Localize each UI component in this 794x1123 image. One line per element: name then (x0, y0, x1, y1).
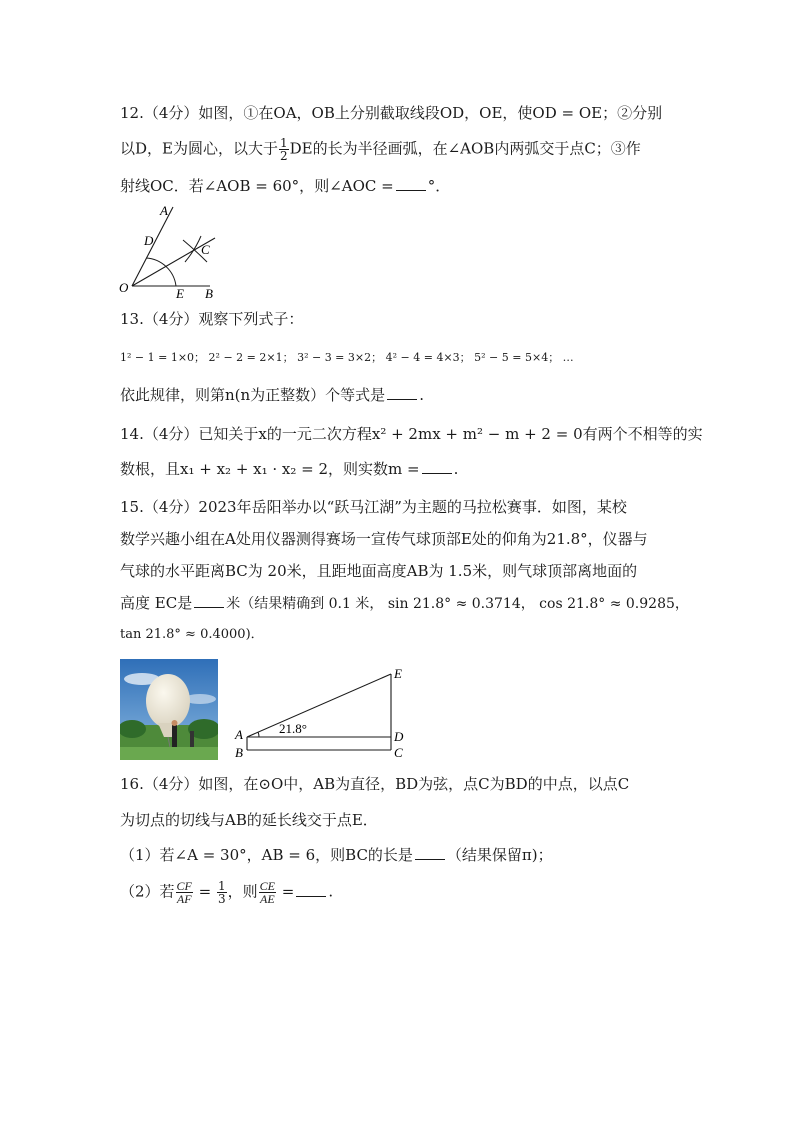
q15-line-4 (120, 593, 689, 614)
q15-line-1: 15.（4分）2023年岳阳举办以“跃马江湖”为主题的马拉松赛事．如图，某校 (120, 498, 627, 516)
arc-de (146, 258, 176, 286)
q13-line-1: 13.（4分）观察下列式子： (120, 310, 304, 328)
q14-answer-blank[interactable] (422, 459, 452, 474)
frac-ce: CE (259, 879, 275, 893)
q16-equals: = (193, 882, 216, 901)
q12-line-3-a: 射线OC．若∠AOB = 60°，则∠AOC = (120, 177, 394, 195)
q15-line-5: tan 21.8° ≈ 0.4000)． (120, 627, 264, 642)
q15-answer-blank[interactable] (194, 593, 224, 608)
angle-arc (258, 732, 259, 737)
q15-line-2: 数学兴趣小组在A处用仪器测得赛场一宣传气球顶部E处的仰角为21.8°，仪器与 (120, 530, 648, 548)
q16-frac-1-3 (217, 880, 227, 905)
label-c: C (201, 242, 210, 257)
line-ae (247, 674, 391, 737)
label-d: D (144, 233, 154, 248)
balloon-photo (120, 659, 218, 760)
frac-cf: CF (176, 879, 192, 893)
q16-sub-1-b: （结果保留π)； (446, 846, 553, 864)
q12-line-2-b: DE的长为半径画弧，在∠AOB内两弧交于点C；③作 (289, 139, 641, 158)
q16-line-2: 为切点的切线与AB的延长线交于点E． (120, 811, 378, 829)
q12-figure (115, 200, 225, 305)
q15-line-4-a: 高度 EC是 (120, 594, 193, 612)
q12-answer-blank[interactable] (396, 176, 426, 191)
q14-line-2-b: . (453, 460, 459, 478)
frac-af: AF (176, 892, 192, 906)
q12-line-3 (120, 176, 450, 196)
q12-line-2-a: 以D，E为圆心，以大于 (120, 139, 278, 158)
q13-answer-blank[interactable] (387, 385, 417, 400)
q16-1-answer-blank[interactable] (415, 845, 445, 860)
q16-2-answer-blank[interactable] (296, 882, 326, 897)
label-a: A (160, 203, 168, 218)
q14-line-2 (120, 459, 458, 479)
q16-equals-2: = (277, 882, 295, 901)
label-e: E (176, 286, 184, 301)
q14-line-1: 14.（4分）已知关于x的一元二次方程x² + 2mx + m² − m + 2 = 0有两个不相等的实 (120, 425, 703, 443)
angle-label: 21.8° (279, 721, 307, 736)
q16-frac-ce-ae (259, 880, 276, 905)
label-e: E (394, 666, 402, 681)
label-d: D (394, 729, 404, 744)
q16-sub-2-c: ，则 (227, 882, 258, 901)
q13-line-3-b: . (419, 386, 424, 404)
q12-line-2 (120, 137, 641, 162)
q12-fraction (279, 137, 289, 162)
q16-frac-cf-af (176, 880, 193, 905)
q16-sub-1 (120, 845, 553, 865)
q15-figure (230, 664, 410, 760)
q15-line-4-b: 米（结果精确到 0.1 米， sin 21.8° ≈ 0.3714， cos 21.8° ≈ 0.9285， (226, 596, 689, 612)
frac-1: 1 (218, 879, 226, 893)
label-c: C (394, 745, 403, 760)
frac-3: 3 (218, 892, 226, 906)
label-o: O (119, 280, 129, 295)
q13-line-3 (120, 385, 424, 405)
q16-sub-2-a: （2）若 (120, 882, 175, 901)
q12-line-1: 12.（4分）如图，①在OA，OB上分别截取线段OD，OE，使OD = OE；②分别 (120, 104, 663, 122)
q13-line-3-a: 依此规律，则第n(n为正整数）个等式是 (120, 386, 386, 404)
q15-line-3: 气球的水平距离BC为 20米，且距地面高度AB为 1.5米，则气球顶部离地面的 (120, 562, 638, 580)
label-b: B (205, 286, 213, 301)
q16-sub-1-a: （1）若∠A = 30°，AB = 6，则BC的长是 (120, 846, 413, 864)
q16-sub-2 (120, 880, 333, 905)
label-b: B (235, 745, 243, 760)
q13-equations: 1² − 1 = 1×0； 2² − 2 = 2×1； 3² − 3 = 3×2； 4² − 4 = 4×3； 5² − 5 = 5×4； … (120, 351, 574, 364)
q12-frac-num: 1 (279, 136, 288, 150)
q16-sub-2-e: . (328, 882, 334, 901)
q12-line-3-b: °． (427, 177, 451, 195)
q16-line-1: 16.（4分）如图，在⊙O中，AB为直径，BD为弦，点C为BD的中点，以点C (120, 775, 630, 793)
label-a: A (235, 727, 243, 742)
q14-line-2-a: 数根，且x₁ + x₂ + x₁ · x₂ = 2，则实数m = (120, 460, 420, 478)
q12-frac-den: 2 (279, 149, 288, 163)
frac-ae: AE (259, 892, 275, 906)
